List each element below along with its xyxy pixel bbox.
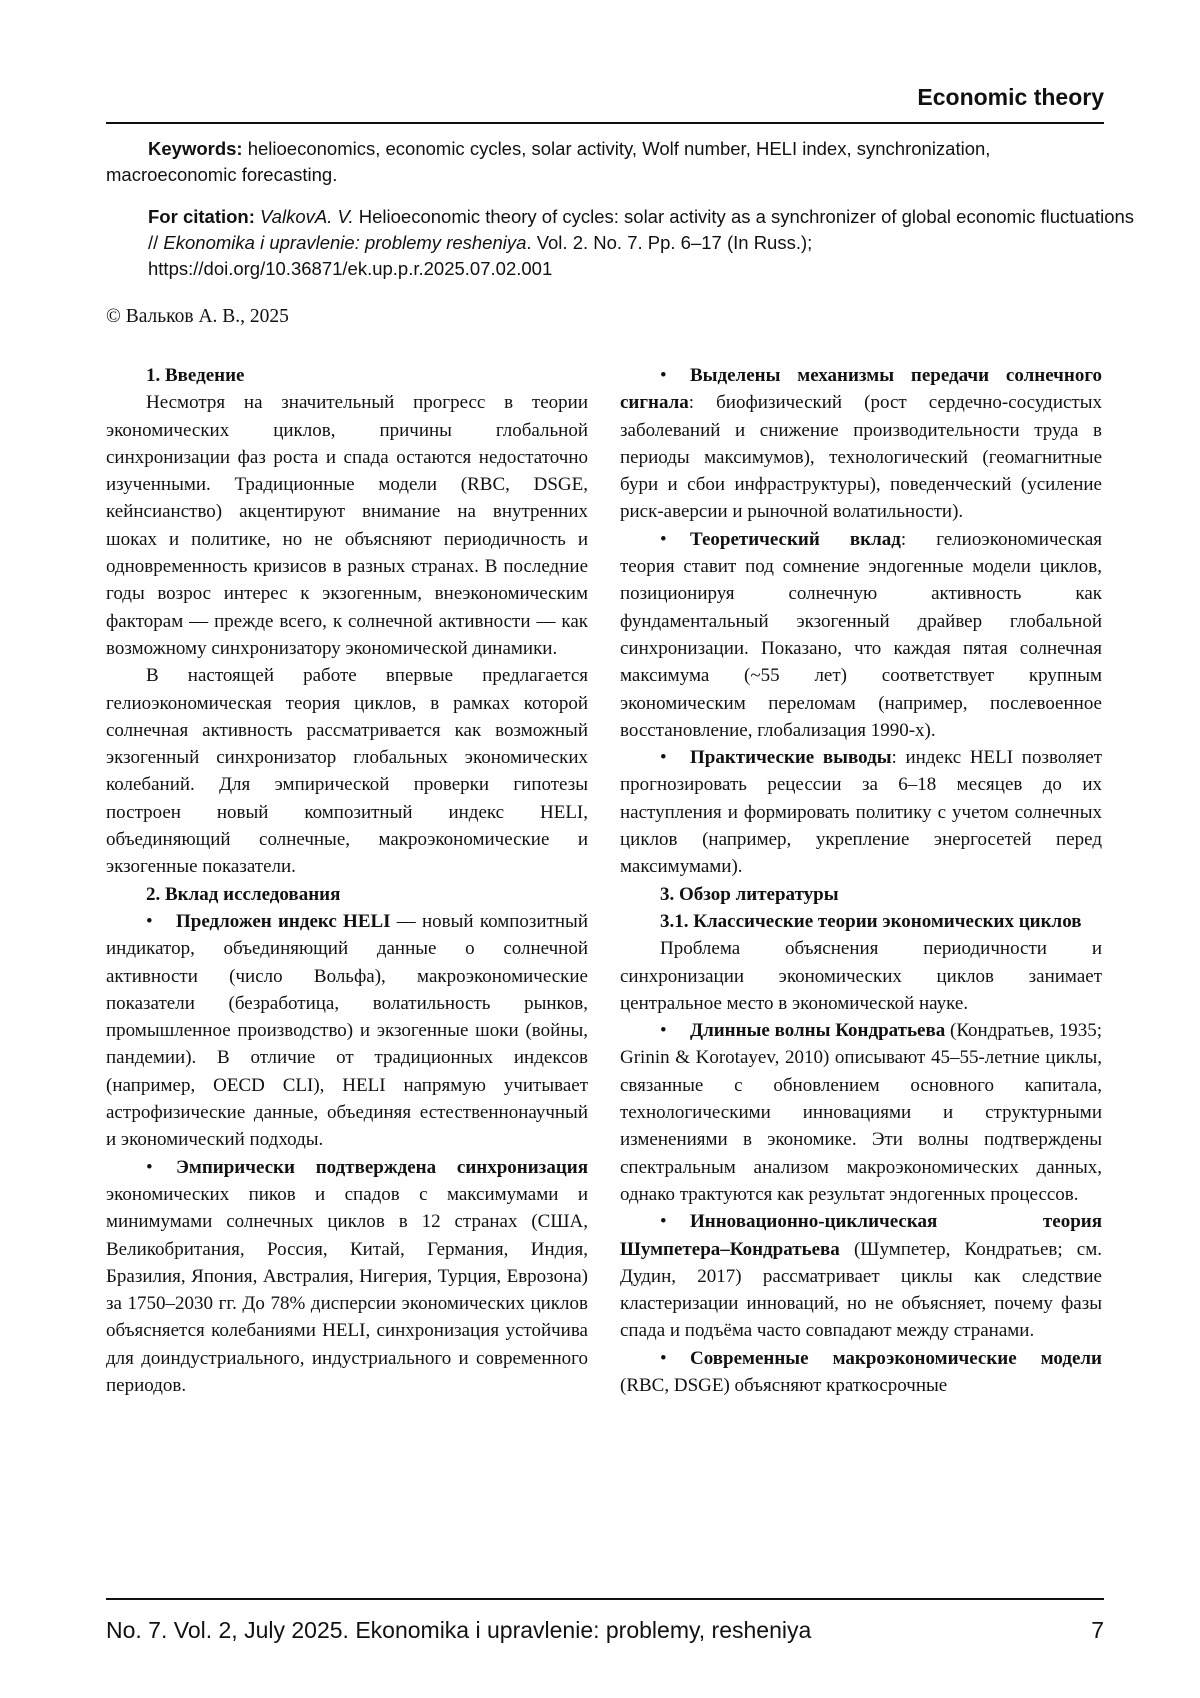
- literature-paragraph: Проблема объяснения периодичности и синхронизации экономических циклов занимает центральное место в экономической науке.: [620, 938, 1102, 1014]
- bullet-icon: •: [660, 747, 667, 769]
- bullet-icon: •: [660, 1020, 667, 1042]
- copyright: © Вальков А. В., 2025: [106, 306, 289, 327]
- bullet-bold-lead: Инновационно-циклическая теория Шумпетера–Кондратьева: [620, 1211, 1102, 1260]
- citation-details: . Vol. 2. No. 7. Pp. 6–17 (In Russ.); https://doi.org/10.36871/ek.up.p.r.2025.07.02.001: [148, 232, 813, 279]
- citation-journal: Ekonomika i upravlenie: problemy resheniya: [163, 232, 527, 253]
- keywords-text: helioeconomics, economic cycles, solar activity, Wolf number, HELI index, synchronization, macroeconomic forecasting.: [106, 138, 991, 185]
- bullet-bold-lead: Современные макроэкономические модели: [690, 1347, 1102, 1369]
- bullet-text: (RBC, DSGE) объясняют краткосрочные: [620, 1374, 948, 1396]
- intro-heading: 1. Введение: [146, 365, 245, 386]
- bullet-modern-models: [620, 1345, 1102, 1400]
- bullet-bold-lead: Эмпирически подтверждена синхронизация: [176, 1156, 588, 1178]
- citation-author: ValkovA. V.: [260, 206, 354, 227]
- bullet-icon: •: [660, 1347, 667, 1369]
- left-column: [106, 362, 588, 1399]
- bullet-icon: •: [660, 1211, 667, 1233]
- literature-subheading: 3.1. Классические теории экономических циклов: [660, 910, 1082, 932]
- bullet-text: (Кондратьев, 1935; Grinin & Korotayev, 2010) описывают 45–55-летние циклы, связанные с обновлением основного капитала, технологическими инновациями и структурными изменениями в экономике. Эти волны подтверждены спектральным анализом макроэкономических данных, однако трактуются как результат эндогенных процессов.: [620, 1020, 1102, 1205]
- citation-label: For citation:: [148, 206, 255, 227]
- bullet-schumpeter: [620, 1208, 1102, 1344]
- bullet-mechanisms: [620, 362, 1102, 526]
- bullet-bold-lead: Выделены механизмы передачи солнечного сигнала: [620, 365, 1102, 414]
- keywords-label: Keywords:: [148, 138, 243, 159]
- bullet-practical: [620, 744, 1102, 880]
- bullet-text: : индекс HELI позволяет прогнозировать рецессии за 6–18 месяцев до их наступления и формировать политику с учетом солнечных циклов (например, укрепление энергосетей перед максимумами).: [620, 747, 1102, 878]
- literature-heading: 3. Обзор литературы: [660, 883, 839, 905]
- bullet-icon: •: [146, 910, 153, 932]
- bullet-synchronization: [106, 1154, 588, 1400]
- running-header: [106, 80, 1104, 124]
- bullet-icon: •: [660, 528, 667, 550]
- citation-title: Helioeconomic theory of cycles: solar activity as a synchronizer of global economic fluctuations //: [148, 206, 1135, 253]
- bullet-bold-lead: Длинные волны Кондратьева: [690, 1020, 946, 1042]
- contribution-heading: 2. Вклад исследования: [146, 883, 341, 905]
- intro-paragraph-1: Несмотря на значительный прогресс в теории экономических циклов, причины глобальной синхронизации фаз роста и спада остаются недостаточно изученными. Традиционные модели (RBC, DSGE, кейнсианство) акцентируют внимание на внутренних шоках и политике, но не объясняют периодичность и одновременность кризисов в разных странах. В последние годы возрос интерес к экзогенным, внеэкономическим факторам — прежде всего, к солнечной активности — как возможному синхронизатору экономической динамики.: [106, 392, 588, 659]
- bullet-heli-index: [106, 908, 588, 1154]
- bullet-text: — новый композитный индикатор, объединяющий данные о солнечной активности (число Вольфа), макроэкономические показатели (безработица, волатильность рынков, промышленное производство) и экзогенные шоки (войны, пандемии). В отличие от традиционных индексов (например, OECD CLI), HELI напрямую учитывает астрофизические данные, объединяя естественнонаучный и экономический подходы.: [106, 910, 588, 1151]
- bullet-text: (Шумпетер, Кондратьев; см. Дудин, 2017) рассматривает циклы как следствие кластеризации инноваций, но не объясняет, почему фазы спада и подъёма часто совпадают между странами.: [620, 1238, 1102, 1342]
- running-footer: [106, 1598, 1104, 1660]
- footer-journal-info: No. 7. Vol. 2, July 2025. Ekonomika i upravlenie: problemy, resheniya: [106, 1617, 812, 1643]
- bullet-kondratiev: [620, 1017, 1102, 1208]
- bullet-bold-lead: Предложен индекс HELI: [176, 910, 391, 932]
- right-column: [620, 362, 1102, 1399]
- bullet-bold-lead: Теоретический вклад: [690, 528, 901, 550]
- bullet-icon: •: [146, 1156, 153, 1178]
- keywords-block: [106, 136, 1104, 188]
- bullet-icon: •: [660, 365, 667, 386]
- page-number: 7: [1091, 1617, 1104, 1643]
- bullet-theoretical: [620, 526, 1102, 744]
- citation-block: [106, 204, 1146, 282]
- bullet-bold-lead: Практические выводы: [690, 747, 892, 769]
- bullet-text: : биофизический (рост сердечно-сосудистых заболеваний и снижение производительности труда в периоды максимумов), технологический (геомагнитные бури и сбои инфраструктуры), поведенческий (усиление риск-аверсии и рыночной волатильности).: [620, 392, 1102, 523]
- section-title: Economic theory: [917, 84, 1104, 110]
- bullet-text: : гелиоэкономическая теория ставит под сомнение эндогенные модели циклов, позиционируя солнечную активность как фундаментальный экзогенный драйвер глобальной синхронизации. Показано, что каждая пятая солнечная максимума (~55 лет) соответствует крупным экономическим переломам (например, послевоенное восстановление, глобализация 1990-х).: [620, 528, 1102, 741]
- bullet-text: экономических пиков и спадов с максимумами и минимумами солнечных циклов в 12 странах (США, Великобритания, Россия, Китай, Германия, Индия, Бразилия, Япония, Австралия, Нигерия, Турция, Еврозона) за 1750–2030 гг. До 78% дисперсии экономических циклов объясняется колебаниями HELI, синхронизация устойчива для доиндустриального, индустриального и современного периодов.: [106, 1183, 588, 1396]
- intro-paragraph-2: В настоящей работе впервые предлагается гелиоэкономическая теория циклов, в рамках которой солнечная активность рассматривается как возможный экзогенный синхронизатор глобальных экономических колебаний. Для эмпирической проверки гипотезы построен новый композитный индекс HELI, объединяющий солнечные, макроэкономические и экзогенные показатели.: [106, 665, 588, 878]
